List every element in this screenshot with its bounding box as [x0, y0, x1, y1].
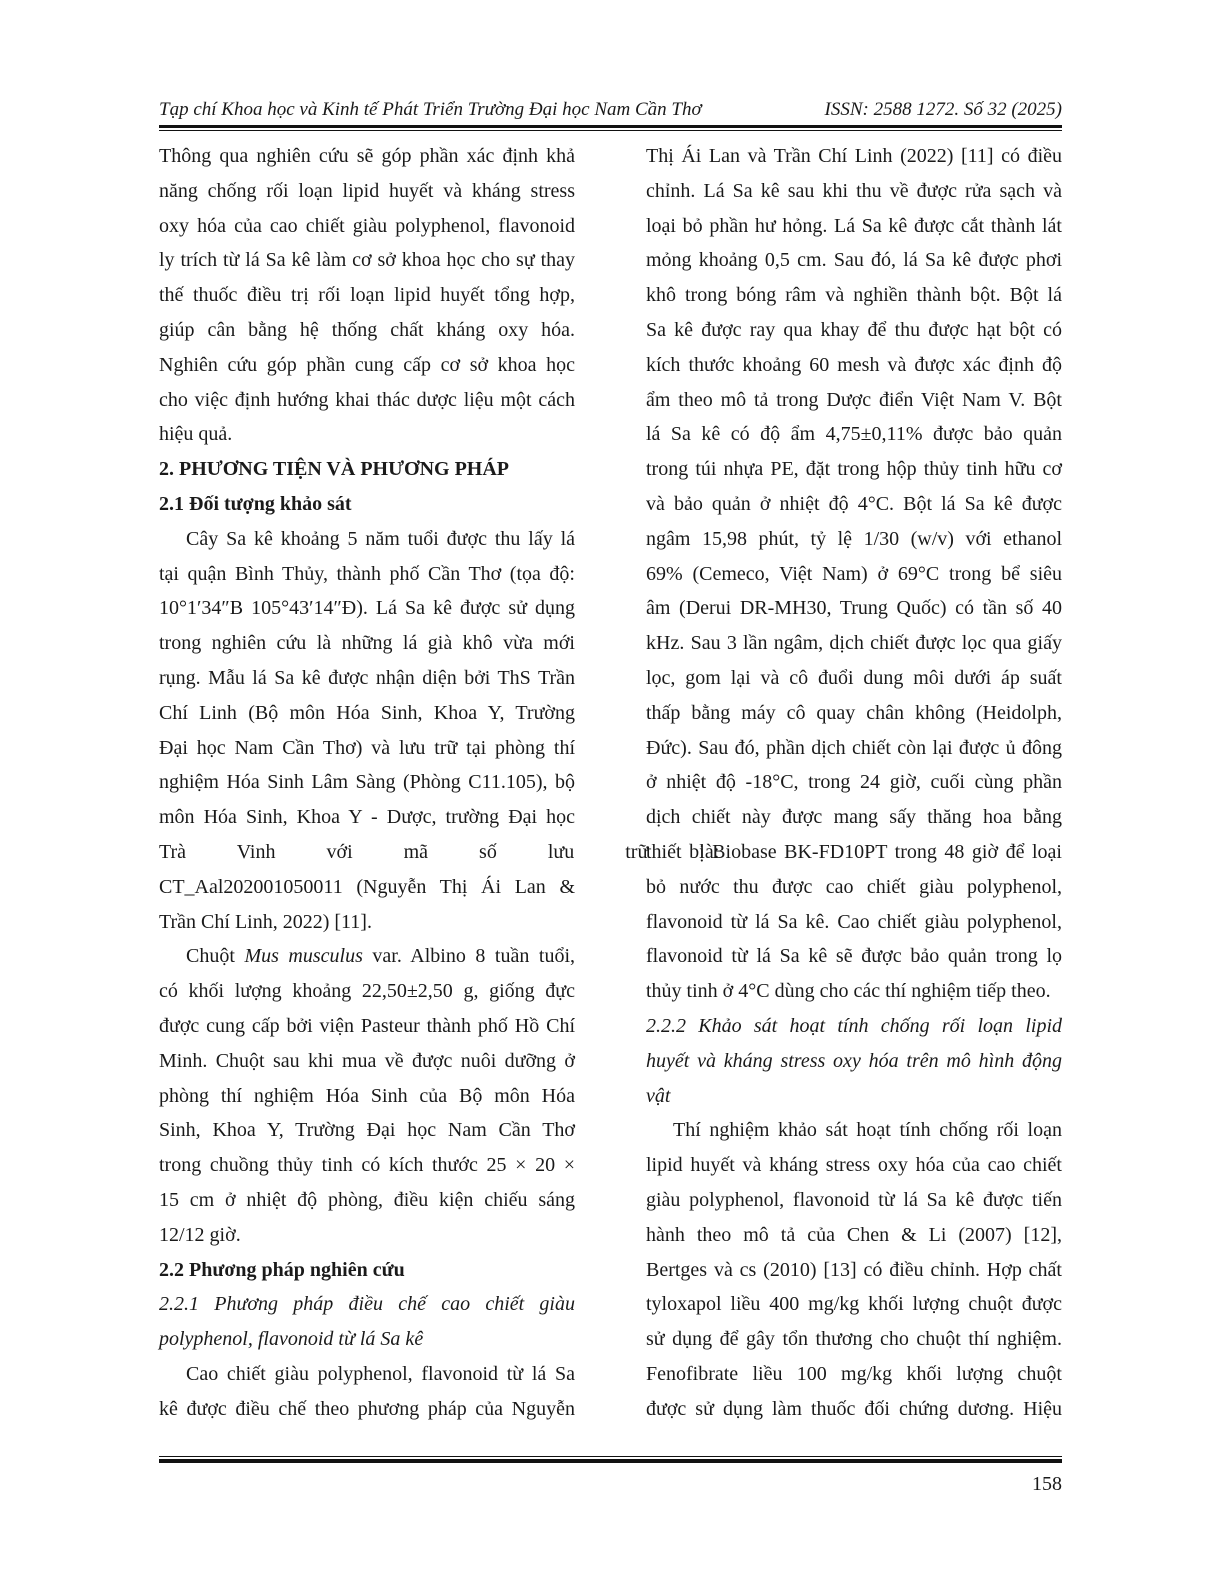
text-line: sử dụng để gây tổn thương cho chuột thí nghiệm. [646, 1328, 1062, 1351]
text-line: lá Sa kê có độ ẩm 4,75±0,11% được bảo quản [646, 423, 1062, 446]
text-line [159, 835, 720, 870]
text-line: lipid huyết và kháng stress oxy hóa của cao chiết [646, 1154, 1062, 1177]
text-line: 10°1′34″B 105°43′14″Đ). Lá Sa kê được sử dụng [159, 597, 575, 620]
text-line: Thí nghiệm khảo sát hoạt tính chống rối loạn [673, 1119, 1062, 1142]
text-line: Cây Sa kê khoảng 5 năm tuổi được thu lấy lá [186, 527, 575, 550]
text-line: phòng thí nghiệm Hóa Sinh của Bộ môn Hóa [159, 1084, 575, 1107]
header-rule-thick [159, 125, 1062, 128]
text-line: kê được điều chế theo phương pháp của Nguyễn [159, 1397, 575, 1420]
subsubsection-heading: polyphenol, flavonoid từ lá Sa kê [159, 1328, 424, 1351]
text-line: giàu polyphenol, flavonoid từ lá Sa kê được tiến [646, 1188, 1062, 1211]
text-line: kích thước khoảng 60 mesh và được xác định độ [646, 353, 1062, 376]
text-line: Nghiên cứu góp phần cung cấp cơ sở khoa học [159, 353, 575, 376]
text-line: trong nghiên cứu là những lá già khô vừa mới [159, 632, 575, 655]
text-line: bỏ nước thu được cao chiết giàu polyphenol, [646, 875, 1062, 898]
species-name: Mus musculus [244, 945, 363, 968]
text-line: môn Hóa Sinh, Khoa Y - Dược, trường Đại học [159, 806, 575, 829]
footer-rule-thin [159, 1456, 1062, 1457]
text-line: Đức). Sau đó, phần dịch chiết còn lại được ủ đông [646, 736, 1062, 759]
text-line: có khối lượng khoảng 22,50±2,50 g, giống đực [159, 980, 575, 1003]
text-line-content: Trà Vinh với mã số lưu trữ là: [159, 840, 720, 863]
footer-rule-thick [159, 1459, 1062, 1463]
subsubsection-heading: 2.2.2 Khảo sát hoạt tính chống rối loạn lipid [646, 1014, 1062, 1037]
text-line: thiết bị Biobase BK-FD10PT trong 48 giờ để loại [646, 840, 1062, 863]
subsubsection-heading: 2.2.1 Phương pháp điều chế cao chiết giàu [159, 1293, 575, 1316]
text-line: nghiệm Hóa Sinh Lâm Sàng (Phòng C11.105), bộ [159, 771, 575, 794]
text-line: Cao chiết giàu polyphenol, flavonoid từ lá Sa [186, 1362, 575, 1385]
text-line: trong túi nhựa PE, đặt trong hộp thủy tinh hữu cơ [646, 458, 1062, 481]
text-line: thấp bằng máy cô quay chân không (Heidolph, [646, 701, 1062, 724]
text-line: tyloxapol liều 400 mg/kg khối lượng chuột được [646, 1293, 1062, 1316]
page-number: 158 [1032, 1473, 1062, 1495]
text-line: mỏng khoảng 0,5 cm. Sau đó, lá Sa kê được phơi [646, 249, 1062, 272]
text-line: 12/12 giờ. [159, 1223, 241, 1246]
text-line: ly trích từ lá Sa kê làm cơ sở khoa học cho sự thay [159, 249, 575, 272]
text-line: thủy tinh ở 4°C dùng cho các thí nghiệm tiếp theo. [646, 980, 1051, 1003]
text-line: ngâm 15,98 phút, tỷ lệ 1/30 (w/v) với ethanol [646, 527, 1062, 550]
text-line [159, 939, 575, 974]
text-line: Trần Chí Linh, 2022) [11]. [159, 910, 372, 933]
header-rule-thin [159, 130, 1062, 131]
right-column [646, 139, 1062, 1426]
text-line: Fenofibrate liều 100 mg/kg khối lượng chuột [646, 1362, 1062, 1385]
text-line: khô trong bóng râm và nghiền thành bột. Bột lá [646, 284, 1062, 307]
text-line: Chí Linh (Bộ môn Hóa Sinh, Khoa Y, Trường [159, 701, 575, 724]
text-line: lọc, gom lại và cô đuổi dung môi dưới áp suất [646, 666, 1062, 689]
text-line: 15 cm ở nhiệt độ phòng, điều kiện chiếu sáng [159, 1188, 575, 1211]
text-line: ở nhiệt độ -18°C, trong 24 giờ, cuối cùng phần [646, 771, 1062, 794]
text-line: cho việc định hướng khai thác dược liệu một cách [159, 388, 575, 411]
text-line: chỉnh. Lá Sa kê sau khi thu về được rửa sạch và [646, 179, 1062, 202]
text-line: được cung cấp bởi viện Pasteur thành phố Hồ Chí [159, 1014, 575, 1037]
text-fragment: Chuột [186, 945, 245, 968]
subsection-heading: 2.1 Đối tượng khảo sát [159, 492, 352, 515]
text-line: Minh. Chuột sau khi mua về được nuôi dưỡng ở [159, 1049, 575, 1072]
text-line: Sinh, Khoa Y, Trường Đại học Nam Cần Thơ [159, 1119, 575, 1142]
text-line: trong chuồng thủy tinh có kích thước 25 × 20 × [159, 1154, 575, 1177]
text-line: tại quận Bình Thủy, thành phố Cần Thơ (tọa độ: [159, 562, 575, 585]
text-line: âm (Derui DR-MH30, Trung Quốc) có tần số 40 [646, 597, 1062, 620]
text-line: Sa kê được ray qua khay để thu được hạt bột có [646, 318, 1062, 341]
text-line: Bertges và cs (2010) [13] có điều chỉnh. Hợp chất [646, 1258, 1062, 1281]
text-line: 69% (Cemeco, Việt Nam) ở 69°C trong bể siêu [646, 562, 1062, 585]
text-line: oxy hóa của cao chiết giàu polyphenol, flavonoid [159, 214, 575, 237]
text-line: hành theo mô tả của Chen & Li (2007) [12], [646, 1223, 1062, 1246]
text-line: hiệu quả. [159, 423, 233, 446]
text-line: dịch chiết này được mang sấy thăng hoa bằng [646, 806, 1062, 829]
text-line: ẩm theo mô tả trong Dược điển Việt Nam V. Bột [646, 388, 1062, 411]
text-line: loại bỏ phần hư hỏng. Lá Sa kê được cắt thành lát [646, 214, 1062, 237]
text-line: Thông qua nghiên cứu sẽ góp phần xác định khả [159, 145, 575, 167]
text-line: Đại học Nam Cần Thơ) và lưu trữ tại phòng thí [159, 736, 575, 759]
text-line: giúp cân bằng hệ thống chất kháng oxy hóa. [159, 318, 575, 341]
text-line: năng chống rối loạn lipid huyết và kháng stress [159, 179, 575, 202]
text-fragment: var. Albino 8 tuần tuổi, [362, 945, 575, 968]
journal-title: Tạp chí Khoa học và Kinh tế Phát Triển Trường Đại học Nam Cần Thơ [159, 99, 702, 120]
text-line: flavonoid từ lá Sa kê. Cao chiết giàu polyphenol, [646, 910, 1062, 933]
issn-issue: ISSN: 2588 1272. Số 32 (2025) [824, 99, 1062, 120]
section-heading: 2. PHƯƠNG TIỆN VÀ PHƯƠNG PHÁP [159, 458, 509, 481]
subsection-heading: 2.2 Phương pháp nghiên cứu [159, 1258, 405, 1281]
text-line: rụng. Mẫu lá Sa kê được nhận diện bởi ThS Trần [159, 666, 575, 689]
text-line: flavonoid từ lá Sa kê sẽ được bảo quản trong lọ [646, 945, 1062, 968]
subsubsection-heading: huyết và kháng stress oxy hóa trên mô hình động [646, 1049, 1062, 1072]
text-line: thế thuốc điều trị rối loạn lipid huyết tổng hợp, [159, 284, 575, 307]
text-line: kHz. Sau 3 lần ngâm, dịch chiết được lọc qua giấy [646, 632, 1062, 655]
text-line: được sử dụng làm thuốc đối chứng dương. Hiệu [646, 1397, 1062, 1420]
text-line: và bảo quản ở nhiệt độ 4°C. Bột lá Sa kê được [646, 492, 1062, 515]
text-line: Thị Ái Lan và Trần Chí Linh (2022) [11] có điều [646, 145, 1062, 167]
text-line: CT_Aal202001050011 (Nguyễn Thị Ái Lan & [159, 875, 575, 898]
subsubsection-heading: vật [646, 1084, 671, 1107]
running-header [159, 95, 1062, 125]
